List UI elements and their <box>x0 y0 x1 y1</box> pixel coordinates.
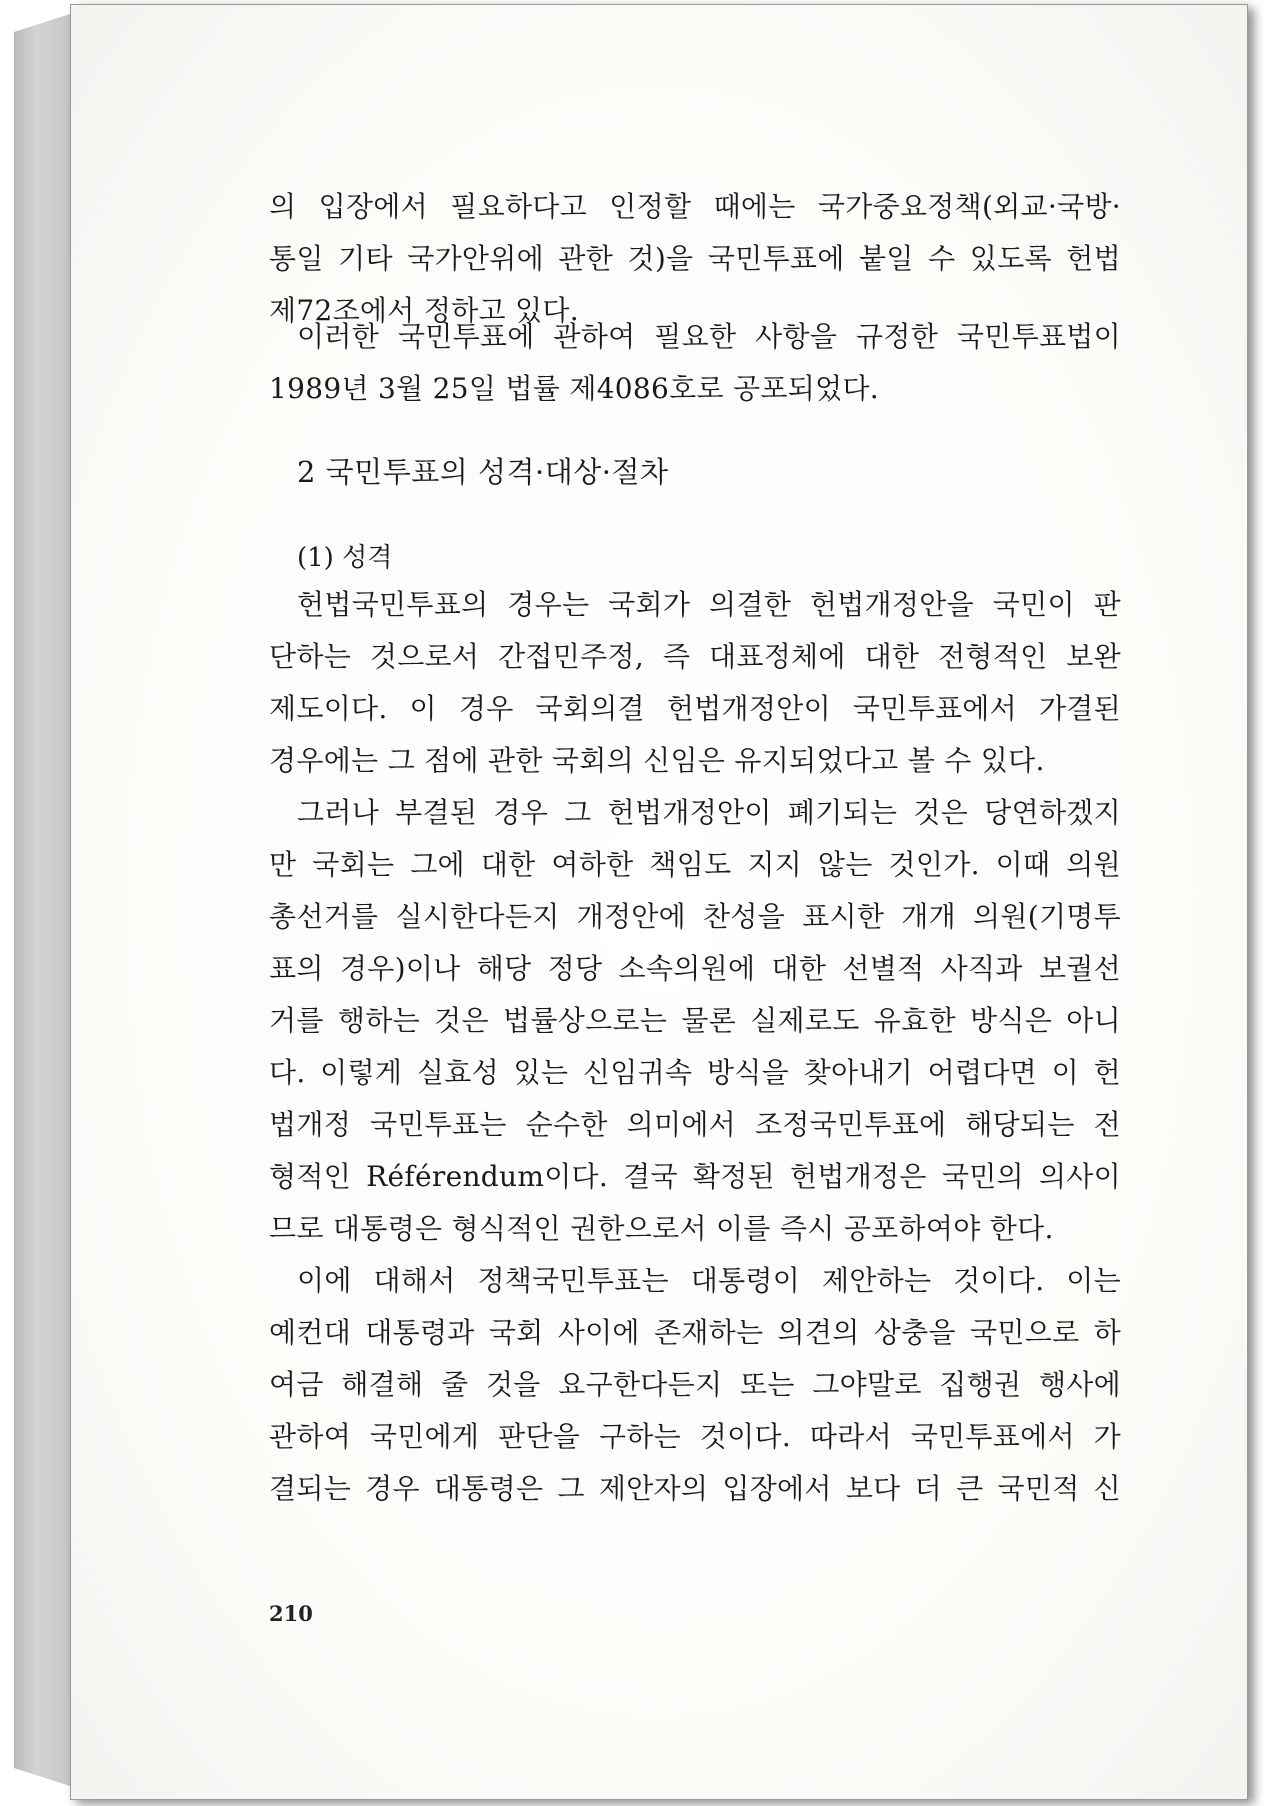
text-line: 의 입장에서 필요하다고 인정할 때에는 국가중요정책(외교·국방· <box>269 190 1121 223</box>
text-line: 제72조에서 정하고 있다. <box>269 294 579 327</box>
text-line: 총선거를 실시한다든지 개정안에 찬성을 표시한 개개 의원(기명투 <box>269 900 1121 933</box>
text-line: 이러한 국민투표에 관하여 필요한 사항을 규정한 국민투표법이 <box>297 320 1121 353</box>
text-line: 제도이다. 이 경우 국회의결 헌법개정안이 국민투표에서 가결된 <box>269 692 1121 725</box>
text-line: 만 국회는 그에 대한 여하한 책임도 지지 않는 것인가. 이때 의원 <box>269 848 1121 881</box>
text-line: 결되는 경우 대통령은 그 제안자의 입장에서 보다 더 큰 국민적 신 <box>269 1472 1121 1505</box>
section-heading: 2 국민투표의 성격·대상·절차 <box>297 455 669 489</box>
book-page <box>70 4 1248 1800</box>
text-line: 표의 경우)이나 해당 정당 소속의원에 대한 선별적 사직과 보궐선 <box>269 952 1121 985</box>
text-line: 1989년 3월 25일 법률 제4086호로 공포되었다. <box>269 372 879 405</box>
subsection-heading: (1) 성격 <box>297 543 393 573</box>
text-line: 관하여 국민에게 판단을 구하는 것이다. 따라서 국민투표에서 가 <box>269 1420 1121 1453</box>
text-line: 거를 행하는 것은 법률상으로는 물론 실제로도 유효한 방식은 아니 <box>269 1004 1121 1037</box>
text-line: 여금 해결해 줄 것을 요구한다든지 또는 그야말로 집행권 행사에 <box>269 1368 1121 1401</box>
book-spine <box>14 14 70 1786</box>
text-line: 단하는 것으로서 간접민주정, 즉 대표정체에 대한 전형적인 보완 <box>269 640 1121 673</box>
text-line: 이에 대해서 정책국민투표는 대통령이 제안하는 것이다. 이는 <box>297 1264 1121 1297</box>
text-line: 다. 이렇게 실효성 있는 신임귀속 방식을 찾아내기 어렵다면 이 헌 <box>269 1056 1121 1089</box>
text-line: 경우에는 그 점에 관한 국회의 신임은 유지되었다고 볼 수 있다. <box>269 744 1045 777</box>
text-line: 그러나 부결된 경우 그 헌법개정안이 폐기되는 것은 당연하겠지 <box>297 796 1121 829</box>
text-line: 헌법국민투표의 경우는 국회가 의결한 헌법개정안을 국민이 판 <box>297 588 1121 621</box>
page-number: 210 <box>269 1601 313 1626</box>
text-line: 예컨대 대통령과 국회 사이에 존재하는 의견의 상충을 국민으로 하 <box>269 1316 1121 1349</box>
text-line: 형적인 Référendum이다. 결국 확정된 헌법개정은 국민의 의사이 <box>269 1160 1121 1193</box>
text-line: 통일 기타 국가안위에 관한 것)을 국민투표에 붙일 수 있도록 헌법 <box>269 242 1121 275</box>
text-line: 므로 대통령은 형식적인 권한으로서 이를 즉시 공포하여야 한다. <box>269 1212 1054 1245</box>
text-line: 법개정 국민투표는 순수한 의미에서 조정국민투표에 해당되는 전 <box>269 1108 1121 1141</box>
